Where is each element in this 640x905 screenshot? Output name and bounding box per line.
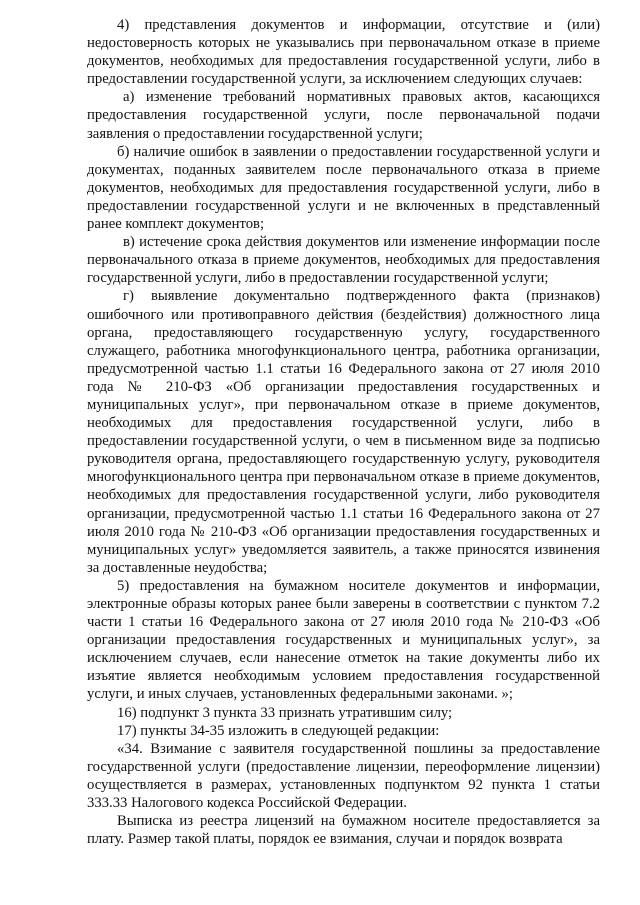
paragraph-subitem-a: а) изменение требований нормативных правовых актов, касающихся предоставления государственной услуги, после первоначальной подачи заявления о предоставлении государственной услуги;: [87, 89, 600, 142]
paragraph-subitem-v: в) истечение срока действия документов или изменение информации после первоначального отказа в приеме документов, необходимых для предоставления государственной услуги, либо в предоставлении государственной услуги;: [87, 234, 600, 287]
paragraph-item-5: 5) предоставления на бумажном носителе документов и информации, электронные образы которых ранее были заверены в соответствии с пунктом 7.2 части 1 статьи 16 Федерального закона от 27 июля 2010 года № 210-ФЗ «Об организации предоставления государственных и муниципальных услуг», за исключением случаев, если нанесение отметок на такие документы либо их изъятие является необходимым условием предоставления государственной услуги, и иных случаев, установленных федеральными законами. »;: [87, 577, 600, 703]
document-body: [87, 16, 600, 848]
paragraph-clause-34: «34. Взимание с заявителя государственной пошлины за предоставление государственной услуги (предоставление лицензии, переоформление лицензии) осуществляется в размерах, установленных подпунктом 92 пункта 1 статьи 333.33 Налогового кодекса Российской Федерации.: [87, 740, 600, 812]
paragraph-registry-extract: Выписка из реестра лицензий на бумажном носителе предоставляется за плату. Размер такой платы, порядок ее взимания, случаи и порядок возврата: [87, 813, 600, 848]
paragraph-subitem-g: г) выявление документально подтвержденного факта (признаков) ошибочного или противоправного действия (бездействия) должностного лица органа, предоставляющего государственную услугу, государственного служащего, работника многофункционального центра, работника организации, предусмотренной частью 1.1 статьи 16 Федерального закона от 27 июля 2010 года № 210-ФЗ «Об организации предоставления государственных и муниципальных услуг», при первоначальном отказе в приеме документов, необходимых для предоставления государственной услуги, либо в предоставлении государственной услуги, о чем в письменном виде за подписью руководителя органа, предоставляющего государственную услугу, руководителя многофункционального центра при первоначальном отказе в приеме документов, необходимых для предоставления государственной услуги, либо руководителя организации, предусмотренной частью 1.1 статьи 16 Федерального закона от 27 июля 2010 года № 210-ФЗ «Об организации предоставления государственных и муниципальных услуг» уведомляется заявитель, а также приносятся извинения за доставленные неудобства;: [87, 288, 600, 576]
paragraph-subitem-b: б) наличие ошибок в заявлении о предоставлении государственной услуги и документах, поданных заявителем после первоначального отказа в приеме документов, необходимых для предоставления государственной услуги, либо в предоставлении государственной услуги и не включенных в представленный ранее комплект документов;: [87, 143, 600, 233]
paragraph-item-16: 16) подпункт 3 пункта 33 признать утратившим силу;: [117, 704, 453, 721]
paragraph-item-17: 17) пункты 34-35 изложить в следующей редакции:: [117, 722, 440, 739]
paragraph-item-4: 4) представления документов и информации, отсутствие и (или) недостоверность которых не указывались при первоначальном отказе в приеме документов, необходимых для предоставления государственной услуги, либо в предоставлении государственной услуги, за исключением следующих случаев:: [87, 17, 600, 88]
